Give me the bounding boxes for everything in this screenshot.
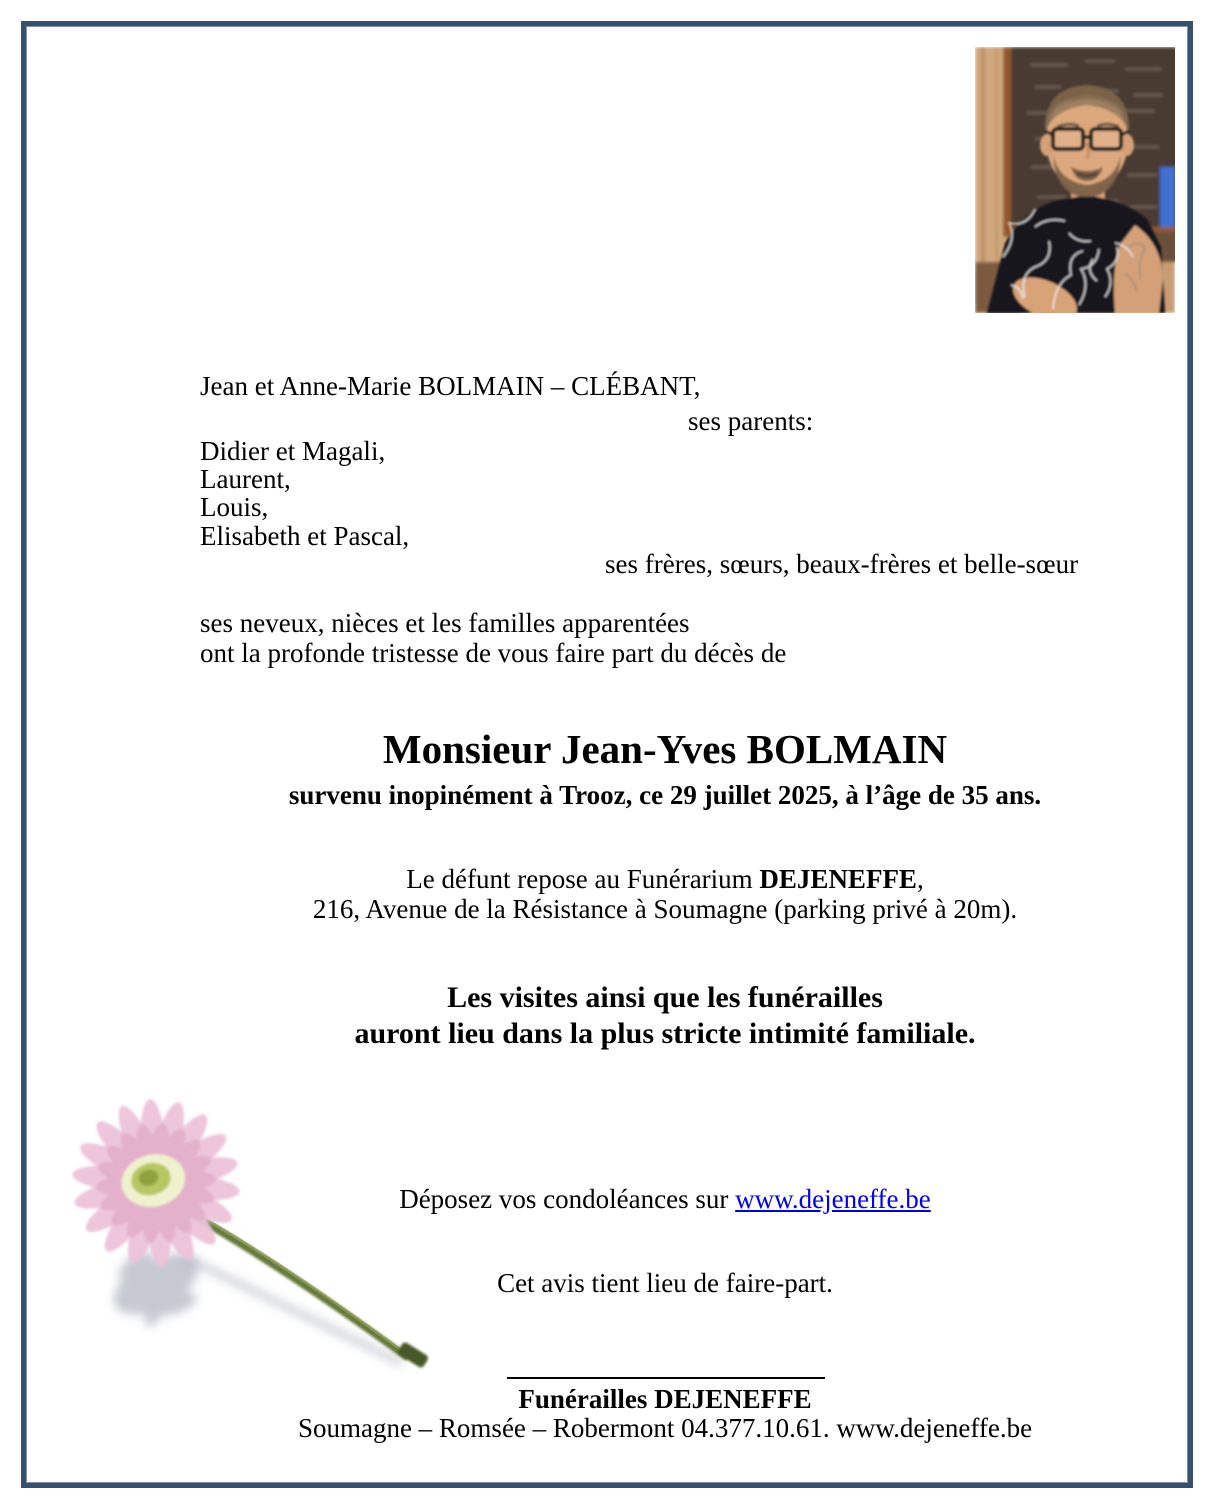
footer-separator-line [507,1377,825,1379]
footer-funeral-home: Funérailles DEJENEFFE [518,1384,812,1414]
parents-line: Jean et Anne-Marie BOLMAIN – CLÉBANT, [200,371,701,401]
repose-line-1 [200,864,1130,894]
sibling-line: Louis, [200,492,269,522]
condolences-website-link[interactable]: www.dejeneffe.be [735,1184,931,1214]
repose-prefix: Le défunt repose au Funérarium [406,864,760,894]
condolences-prefix: Déposez vos condoléances sur [399,1184,736,1214]
visits-line-2: auront lieu dans la plus stricte intimité familiale. [354,1017,976,1050]
footer-locations: Soumagne – Romsée – Robermont 04.377.10.61. www.dejeneffe.be [297,1413,1033,1443]
sibling-line: Elisabeth et Pascal, [200,521,410,551]
portrait-photo-graphic [975,47,1175,313]
repose-suffix: , [916,864,924,894]
parents-label: ses parents: [688,406,814,436]
relatives-line-1: ses neveux, nièces et les familles apparentées [200,608,690,638]
notice-line: Cet avis tient lieu de faire-part. [497,1268,833,1298]
deceased-name: Monsieur Jean-Yves BOLMAIN [382,726,948,772]
repose-address: 216, Avenue de la Résistance à Soumagne (parking privé à 20m). [312,894,1018,924]
visits-line-1: Les visites ainsi que les funérailles [447,981,883,1014]
siblings-label: ses frères, sœurs, beaux-frères et belle-sœur [605,549,1079,579]
flower-image [36,1066,466,1396]
relatives-line-2: ont la profonde tristesse de vous faire part du décès de [200,638,787,668]
repose-funeral-home-name: DEJENEFFE [759,864,917,894]
flower-graphic [36,1066,466,1396]
sibling-line: Laurent, [200,464,291,494]
portrait-photo [975,47,1175,313]
death-details: survenu inopinément à Trooz, ce 29 juillet 2025, à l’âge de 35 ans. [288,780,1042,810]
sibling-line: Didier et Magali, [200,436,386,466]
